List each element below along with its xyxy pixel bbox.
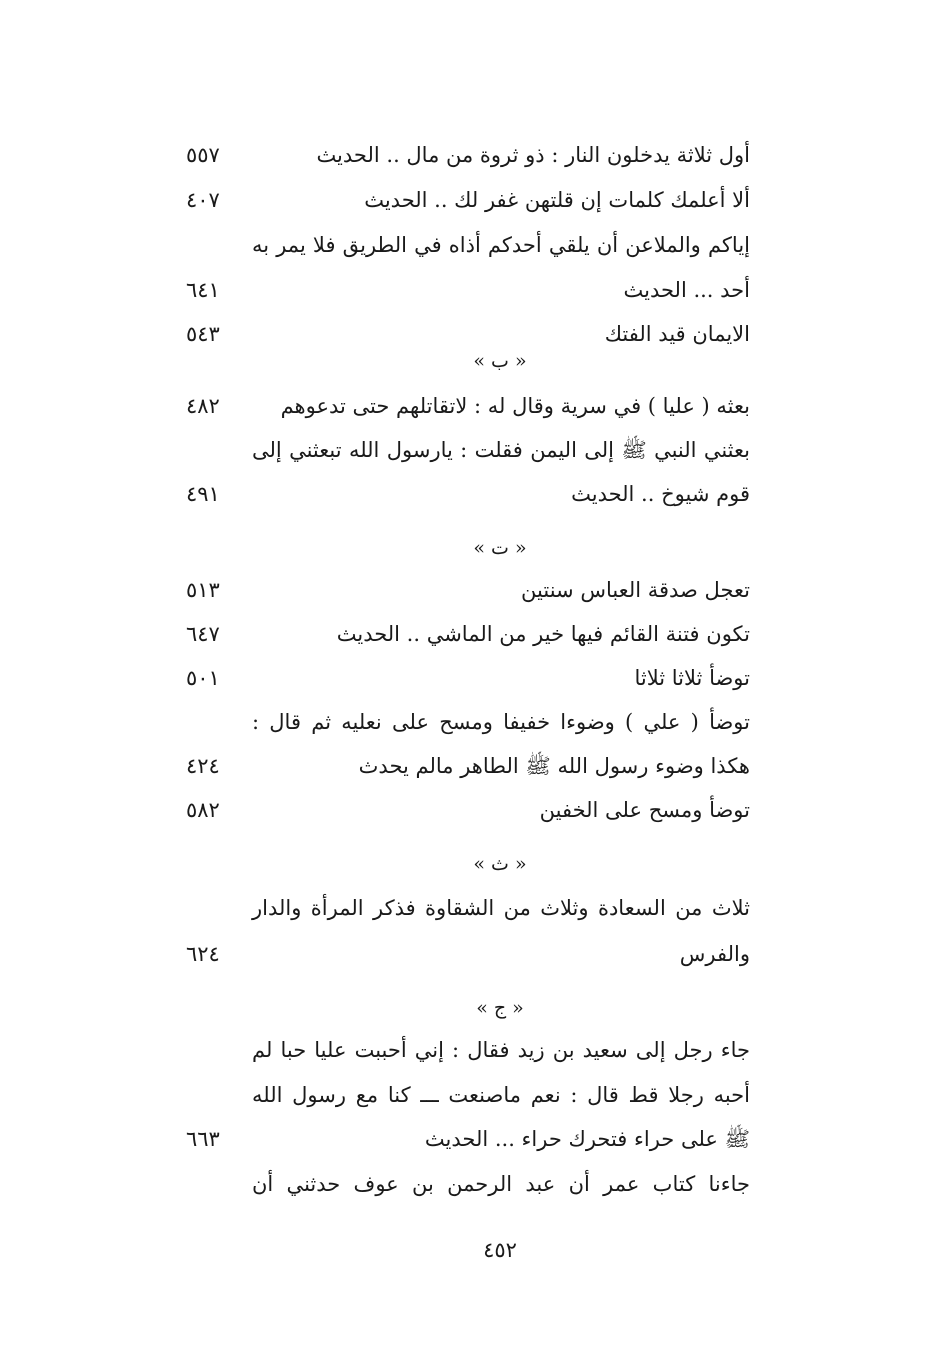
entry-text: جاء رجل إلى سعيد بن زيد فقال : إني أحببت عليا حبا لم xyxy=(252,1038,750,1062)
index-entry xyxy=(180,934,750,974)
index-entry xyxy=(180,888,750,928)
entry-text: أول ثلاثة يدخلون النار : ذو ثروة من مال .. الحديث xyxy=(316,143,750,167)
page-number: ٤٥٢ xyxy=(483,1238,517,1262)
entry-text: ألا أعلمك كلمات إن قلتهن غفر لك .. الحديث xyxy=(364,188,750,212)
index-entry xyxy=(180,270,750,310)
index-entry xyxy=(180,474,750,514)
entry-page-number: ٤٨٢ xyxy=(186,394,220,418)
entry-text: توضأ ثلاثا ثلاثا xyxy=(634,666,750,690)
entry-page-number: ٦٤٧ xyxy=(186,622,220,646)
entry-text: الايمان قيد الفتك xyxy=(604,322,750,346)
index-entry xyxy=(180,1119,750,1159)
index-entry xyxy=(180,702,750,742)
entry-text: تكون فتنة القائم فيها خير من الماشي .. الحديث xyxy=(336,622,750,646)
index-entry xyxy=(180,1075,750,1115)
index-entry xyxy=(180,386,750,426)
entry-text: والفرس xyxy=(679,942,750,966)
index-entry xyxy=(180,1164,750,1204)
index-entry xyxy=(180,430,750,470)
entry-page-number: ٤٩١ xyxy=(186,482,220,506)
entry-text: هكذا وضوء رسول الله ﷺ الطاهر مالم يحدث xyxy=(358,754,750,778)
entry-text: بعثني النبي ﷺ إلى اليمن فقلت : يارسول الله تبعثني إلى xyxy=(252,438,750,462)
entry-text: تعجل صدقة العباس سنتين xyxy=(521,578,750,602)
entry-text: توضأ ( علي ) وضوءا خفيفا ومسح على نعليه ثم قال : xyxy=(252,710,750,734)
entry-page-number: ٥٤٣ xyxy=(186,322,220,346)
entry-page-number: ٥٠١ xyxy=(186,666,220,690)
entry-page-number: ٥٥٧ xyxy=(186,143,220,167)
entry-text: جاءنا كتاب عمر أن عبد الرحمن بن عوف حدثني أن xyxy=(252,1172,750,1196)
entry-page-number: ٦٦٣ xyxy=(186,1127,220,1151)
entry-text: أحبه رجلا قط قال : نعم ماصنعت ـــ كنا مع رسول الله xyxy=(252,1083,750,1107)
index-entry xyxy=(180,1030,750,1070)
index-entry xyxy=(180,180,750,220)
entry-text: بعثه ( عليا ) في سرية وقال له : لاتقاتلهم حتى تدعوهم xyxy=(280,394,750,418)
entry-page-number: ٤٢٤ xyxy=(186,754,220,778)
index-entry xyxy=(180,225,750,265)
section-heading: « ب » xyxy=(473,350,527,372)
entry-page-number: ٦٢٤ xyxy=(186,942,220,966)
entry-page-number: ٦٤١ xyxy=(186,278,220,302)
entry-text: ﷺ على حراء فتحرك حراء ... الحديث xyxy=(424,1127,750,1151)
section-heading: « ت » xyxy=(473,537,527,559)
index-entry xyxy=(180,746,750,786)
entry-page-number: ٤٠٧ xyxy=(186,188,220,212)
index-entry xyxy=(180,614,750,654)
section-heading: « ث » xyxy=(473,853,527,875)
index-entry xyxy=(180,658,750,698)
section-heading: « ج » xyxy=(476,997,524,1019)
entry-text: قوم شيوخ .. الحديث xyxy=(571,482,750,506)
index-entry xyxy=(180,790,750,830)
entry-text: إياكم والملاعن أن يلقي أحدكم أذاه في الطريق فلا يمر به xyxy=(252,233,750,257)
entry-page-number: ٥٨٢ xyxy=(186,798,220,822)
entry-text: ثلاث من السعادة وثلاث من الشقاوة فذكر المرأة والدار xyxy=(252,896,750,920)
entry-page-number: ٥١٣ xyxy=(186,578,220,602)
entry-text: أحد ... الحديث xyxy=(623,278,750,302)
entry-text: توضأ ومسح على الخفين xyxy=(539,798,750,822)
index-entry xyxy=(180,135,750,175)
index-entry xyxy=(180,570,750,610)
